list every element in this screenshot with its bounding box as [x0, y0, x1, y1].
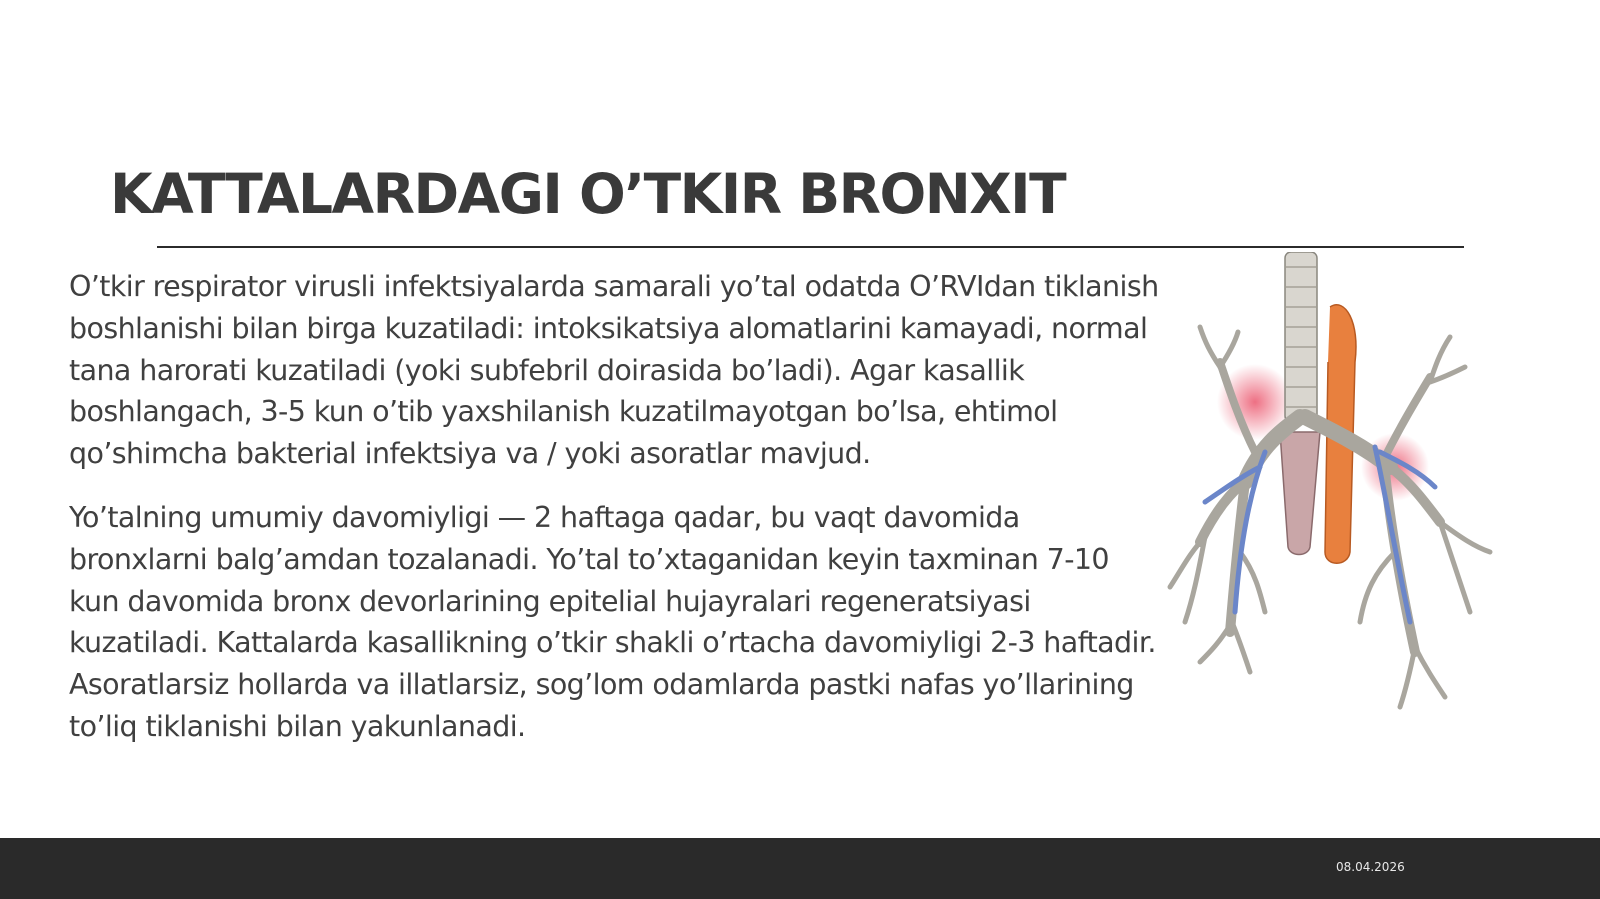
footer-date: 08.04.2026 — [1336, 860, 1405, 874]
slide-body — [69, 266, 1164, 748]
paragraph-2: Yo’talning umumiy davomiyligi — 2 haftaga qadar, bu vaqt davomida bronxlarni balg’amdan tozalanadi. Yo’tal to’xtaganidan keyin taxminan 7-10 kun davomida bronx devorlarining epitelial hujayralari regeneratsiyasi kuzatiladi. Kattalarda kasallikning o’tkir shakli o’rtacha davomiyligi 2-3 haftadir. Asoratlarsiz hollarda va illatlarsiz, sog’lom odamlarda pastki nafas yo’llarining to’liq tiklanishi bilan yakunlanadi. — [69, 500, 1156, 743]
slide-title: KATTALARDAGI O’TKIR BRONXIT — [110, 162, 1066, 226]
bronchial-tree-illustration — [1160, 252, 1510, 712]
title-divider — [157, 246, 1464, 248]
paragraph-1: O’tkir respirator virusli infektsiyalarda samarali yo’tal odatda O’RVIdan tiklanish boshlanishi bilan birga kuzatiladi: intoksikatsiya alomatlarini kamayadi, normal tana harorati kuzatiladi (yoki subfebril doirasida bo’ladi). Agar kasallik boshlangach, 3-5 kun o’tib yaxshilanish kuzatilmayotgan bo’lsa, ehtimol qo’shimcha bakterial infektsiya va / yoki asoratlar mavjud. — [69, 270, 1159, 471]
